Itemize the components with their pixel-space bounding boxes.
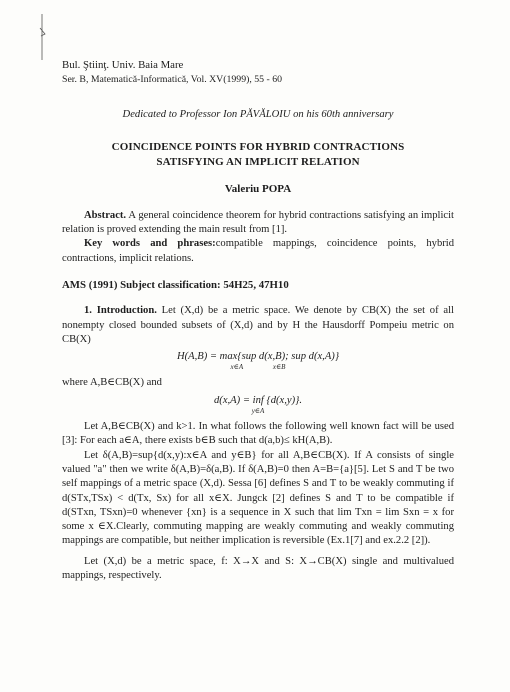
subscript-inf: y∈A — [251, 406, 265, 415]
ams-classification: AMS (1991) Subject classification: 54H25, 47H10 — [62, 278, 289, 291]
dedication: Dedicated to Professor Ion PĂVĂLOIU on his 60th anniversary — [122, 108, 394, 120]
intro-paragraph-2: Let A,B∈CB(X) and k>1. In what follows the following well known fact will be used [3]: For each a∈A, there exists b∈B such that d(a,b)≤ kH(A,B). — [62, 421, 454, 447]
distance-formula: d(x,A) = inf {d(x,y)}. — [214, 395, 302, 407]
paper-title-line-2: SATISFYING AN IMPLICIT RELATION — [156, 155, 360, 168]
hausdorff-formula-subscripts — [62, 363, 454, 372]
where-line: where A,B∈CB(X) and — [62, 376, 162, 388]
subscript-left: x∈A — [230, 362, 244, 371]
intro-heading: 1. Introduction. — [84, 305, 157, 317]
scan-margin-mark — [38, 14, 48, 60]
keywords — [62, 237, 454, 266]
subscript-right: x∈B — [272, 362, 286, 371]
paper-title-line-1: COINCIDENCE POINTS FOR HYBRID CONTRACTIONS — [111, 141, 405, 154]
keywords-text: compatible mappings, coincidence points, hybrid contractions, implicit relations. — [62, 238, 455, 264]
abstract — [62, 209, 454, 238]
paper-page — [62, 58, 454, 583]
author-name: Valeriu POPA — [224, 182, 292, 195]
keywords-label: Key words and phrases: — [84, 238, 216, 250]
intro-text-1: Let (X,d) be a metric space. We denote by CB(X) the set of all nonempty closed bounded subsets of (X,d) and by H the Hausdorff Pompeiu metric on CB(X) — [62, 305, 454, 345]
intro-paragraph-4: Let (X,d) be a metric space, f: X→X and S: X→CB(X) single and multivalued mappings, respectively. — [62, 555, 454, 581]
intro-paragraph-1 — [62, 304, 454, 347]
abstract-label: Abstract. — [84, 209, 127, 221]
distance-formula-subscript — [62, 407, 454, 416]
hausdorff-formula: H(A,B) = max{sup d(x,B); sup d(x,A)} — [176, 351, 340, 363]
journal-name: Bul. Ştiinţ. Univ. Baia Mare — [62, 59, 184, 71]
intro-paragraph-3: Let δ(A,B)=sup{d(x,y):x∈A and y∈B} for all A,B∈CB(X). If A consists of single valued "a" then we write δ(A,B)=δ(a,B). If δ(A,B)=0 then A=B={a}[5]. Let S and T be two self mappings of a metric space (X,d). Sessa [6] defines S and T to be weakly commuting if d(STx,TSx) < d(Tx, Sx) for all x∈X. Jungck [2] defines S and T to be compatible if d(STxn, TSxn)=0 whenever {xn} is a sequence in X such that lim Txn = lim Sxn = x for some x ∈X.Clearly, commuting mapping are weakly commuting and weakly commuting mappings are compatible, but neither implication is reversible (Ex.1[7] and ex.2.2 [2]). — [62, 449, 454, 547]
journal-series: Ser. B, Matematică-Informatică, Vol. XV(1999), 55 - 60 — [62, 73, 283, 85]
abstract-text: A general coincidence theorem for hybrid contractions satisfying an implicit relation is proved extending the main result from [1]. — [62, 209, 454, 235]
